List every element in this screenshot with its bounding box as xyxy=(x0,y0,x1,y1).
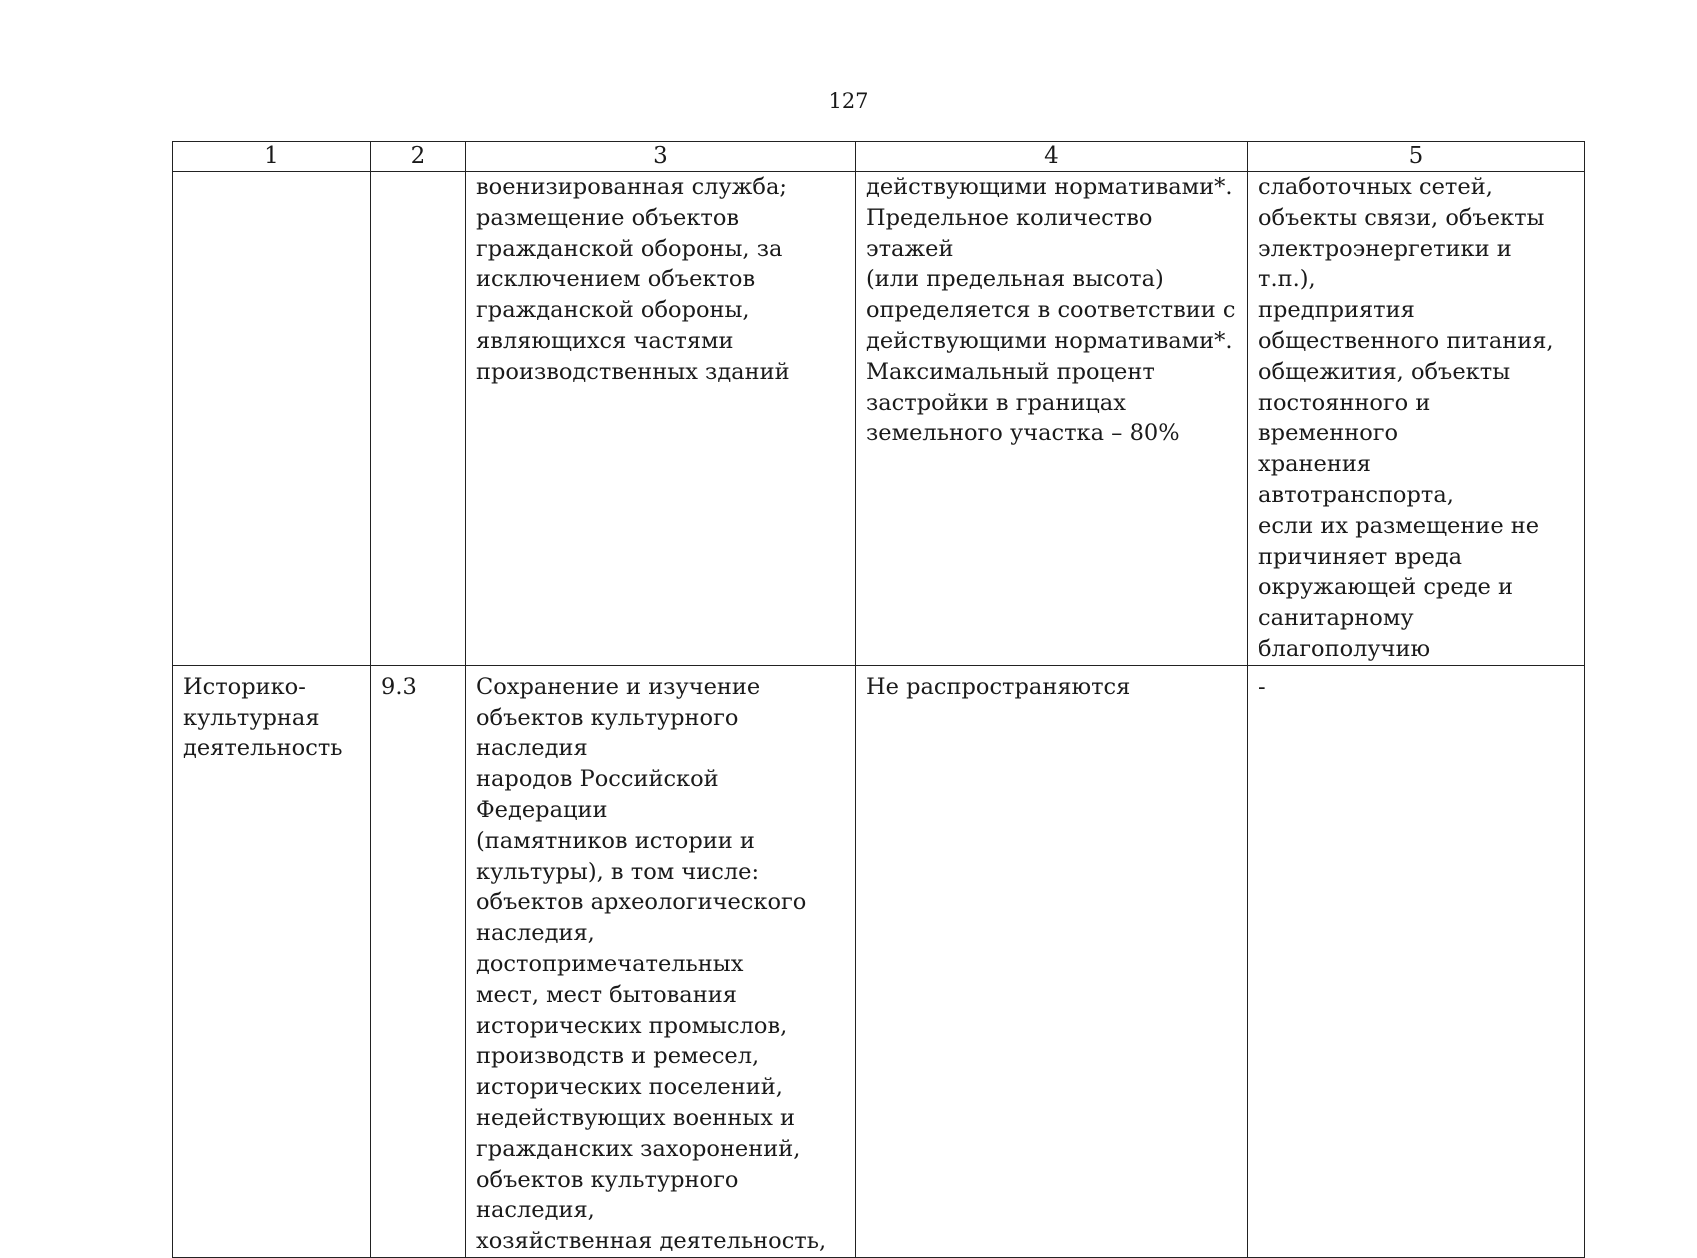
page-number: 127 xyxy=(828,89,869,113)
zoning-table xyxy=(172,141,1585,1258)
table-row xyxy=(173,172,1585,666)
cell-description: военизированная служба; размещение объектов гражданской обороны, за исключением объектов гражданской обороны, являющихся частями производственных зданий xyxy=(466,172,856,666)
cell-auxiliary-uses: - xyxy=(1248,665,1585,1257)
cell-parameters: действующими нормативами*. Предельное количество этажей (или предельная высота) определяется в соответствии с действующими нормативами*. Максимальный процент застройки в границах земельного участка – 80% xyxy=(856,172,1248,666)
table-row xyxy=(173,665,1585,1257)
cell-use-type: Историко- культурная деятельность xyxy=(173,665,371,1257)
cell-parameters: Не распространяются xyxy=(856,665,1248,1257)
column-header-2: 2 xyxy=(371,142,466,172)
cell-auxiliary-uses: слаботочных сетей, объекты связи, объекты электроэнергетики и т.п.), предприятия общественного питания, общежития, объекты постоянного и временного хранения автотранспорта, если их размещение не причиняет вреда окружающей среде и санитарному благополучию xyxy=(1248,172,1585,666)
cell-description: Сохранение и изучение объектов культурного наследия народов Российской Федерации (памятников истории и культуры), в том числе: объектов археологического наследия, достопримечательных мест, мест бытования исторических промыслов, производств и ремесел, исторических поселений, недействующих военных и гражданских захоронений, объектов культурного наследия, хозяйственная деятельность, xyxy=(466,665,856,1257)
table-header-row xyxy=(173,142,1585,172)
column-header-5: 5 xyxy=(1248,142,1585,172)
column-header-4: 4 xyxy=(856,142,1248,172)
cell-code xyxy=(371,172,466,666)
column-header-3: 3 xyxy=(466,142,856,172)
cell-use-type xyxy=(173,172,371,666)
cell-code: 9.3 xyxy=(371,665,466,1257)
column-header-1: 1 xyxy=(173,142,371,172)
